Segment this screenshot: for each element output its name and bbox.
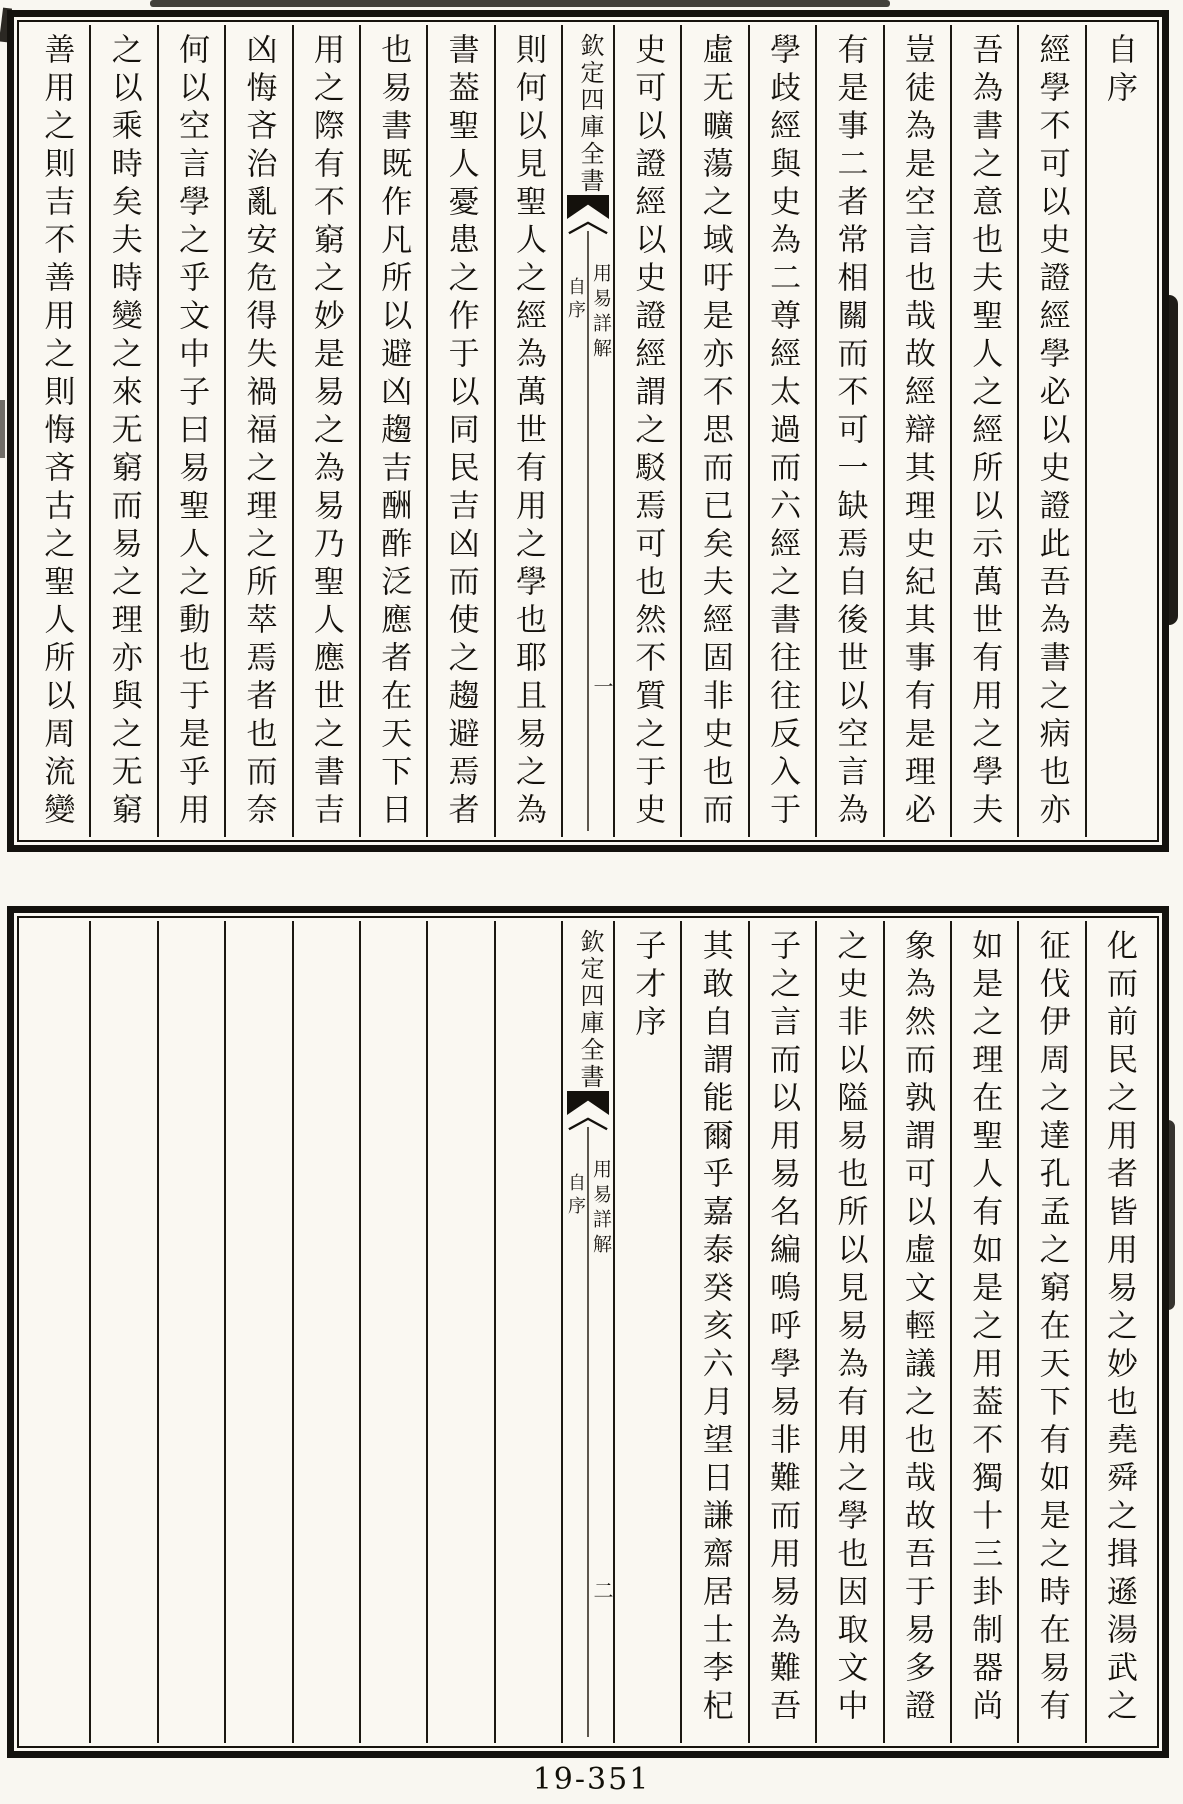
book-title: 用易詳解 <box>590 263 611 363</box>
fishtail-black-shape <box>567 1091 609 1115</box>
text-column: 有是事二者常相關而不可一缺焉自後世以空言為 <box>815 25 882 837</box>
text-column: 化而前民之用者皆用易之妙也堯舜之揖遜湯武之 <box>1085 921 1152 1743</box>
text-column <box>292 921 359 1743</box>
text-column <box>24 921 89 1743</box>
text-column: 用之際有不窮之妙是易之為易乃聖人應世之書吉 <box>292 25 359 837</box>
text-column: 凶悔吝治亂安危得失禍福之理之所萃焉者也而奈 <box>224 25 291 837</box>
text-column: 子之言而以用易名編嗚呼學易非難而用易為難吾 <box>748 921 815 1743</box>
series-title: 欽定四庫全書 <box>576 33 602 195</box>
text-column <box>224 921 291 1743</box>
text-column: 其敢自謂能爾乎嘉泰癸亥六月望日謙齋居士李杞 <box>680 921 747 1743</box>
text-column: 何以空言學之乎文中子曰易聖人之動也于是乎用 <box>157 25 224 837</box>
text-column: 學歧經與史為二尊經太過而六經之書往往反入于 <box>748 25 815 837</box>
text-column: 善用之則吉不善用之則悔吝古之聖人所以周流變 <box>39 33 75 831</box>
inner-frame <box>17 916 1159 1748</box>
book-title: 用易詳解 <box>590 1159 611 1259</box>
folio-number: 二 <box>590 1580 612 1601</box>
fishtail-chevron <box>567 1117 609 1131</box>
text-column: 史可以證經以史證經謂之駁焉可也然不質之于史 <box>613 25 680 837</box>
fishtail-mark <box>567 195 609 235</box>
text-column: 虛无曠蕩之域吁是亦不思而已矣夫經固非史也而 <box>680 25 747 837</box>
text-column <box>157 921 224 1743</box>
text-column: 書葢聖人憂患之作于以同民吉凶而使之趨避焉者 <box>426 25 493 837</box>
gutter-column <box>561 921 613 1743</box>
bottom-page-block <box>7 906 1169 1758</box>
column-grid <box>24 921 1152 1743</box>
catalog-number: 19-351 <box>532 1762 651 1797</box>
text-column: 如是之理在聖人有如是之用葢不獨十三卦制器尚 <box>950 921 1017 1743</box>
text-column <box>359 921 426 1743</box>
series-title: 欽定四庫全書 <box>576 929 602 1091</box>
inner-frame <box>17 20 1159 842</box>
text-column: 自序 <box>1085 25 1152 837</box>
text-column: 象為然而孰謂可以虛文輕議之也哉故吾于易多證 <box>883 921 950 1743</box>
text-column: 征伐伊周之達孔孟之窮在天下有如是之時在易有 <box>1017 921 1084 1743</box>
column-grid <box>24 25 1152 837</box>
text-column: 之以乘時矣夫時變之來无窮而易之理亦與之无窮 <box>89 25 156 837</box>
fishtail-mark <box>567 1091 609 1131</box>
folio-number: 一 <box>590 676 612 697</box>
text-column: 則何以見聖人之經為萬世有用之學也耶且易之為 <box>494 25 561 837</box>
text-column: 經學不可以史證經學必以史證此吾為書之病也亦 <box>1017 25 1084 837</box>
text-column <box>89 921 156 1743</box>
ink-smudge <box>0 400 5 458</box>
text-column: 吾為書之意也夫聖人之經所以示萬世有用之學夫 <box>950 25 1017 837</box>
fishtail-black-shape <box>567 195 609 219</box>
text-column: 子才序 <box>613 921 680 1743</box>
ink-smudge <box>150 0 890 7</box>
text-column: 之史非以隘易也所以見易為有用之學也因取文中 <box>815 921 882 1743</box>
section-title: 自序 <box>566 277 586 323</box>
text-column <box>426 921 493 1743</box>
section-title: 自序 <box>566 1173 586 1219</box>
fishtail-chevron <box>567 221 609 235</box>
gutter-column <box>561 25 613 837</box>
top-page-block <box>7 10 1169 852</box>
text-column <box>494 921 561 1743</box>
text-column: 也易書既作凡所以避凶趨吉酬酢泛應者在天下日 <box>359 25 426 837</box>
text-column: 豈徒為是空言也哉故經辯其理史紀其事有是理必 <box>883 25 950 837</box>
